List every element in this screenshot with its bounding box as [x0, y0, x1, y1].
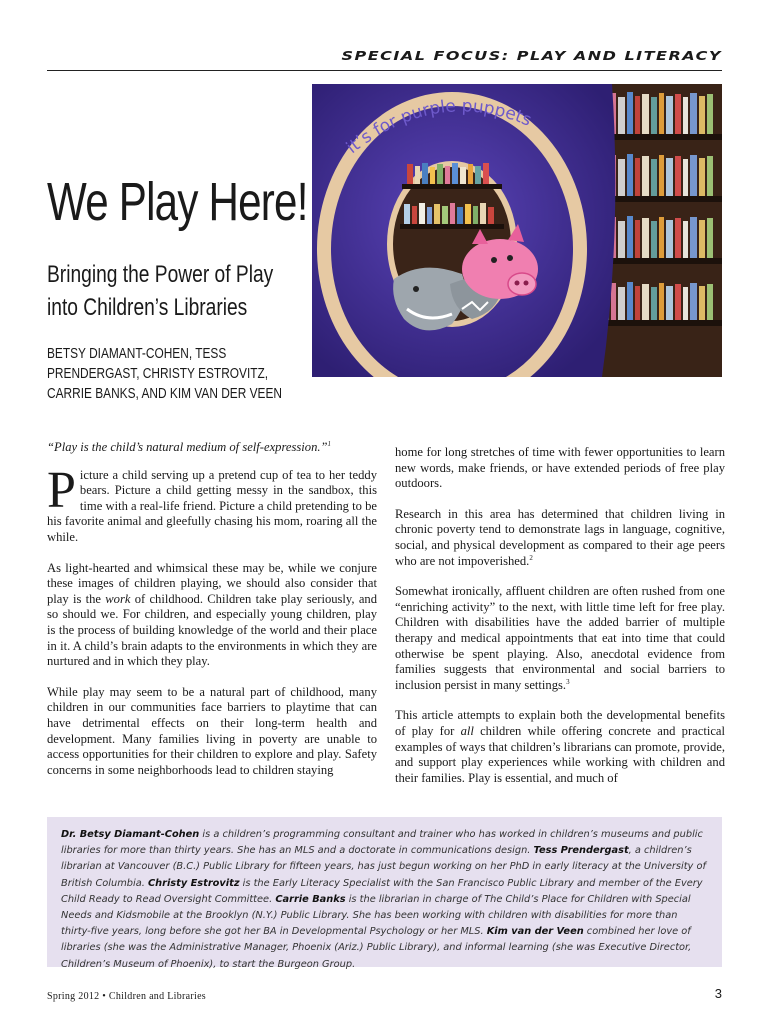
wall-lettering-path: it’s for purple puppets	[342, 96, 535, 158]
paragraph-text: of childhood. Children take play seriously, and so should we. For children, and especially young children, play is the process of building knowledge of the world and their place in it. A child’s brain adapts to the environments in which they are nurtured and in which they play.	[47, 591, 378, 669]
paragraph-text: home for long stretches of time with fewer opportunities to learn new words, make friends, or have extended periods of free play outdoors.	[395, 445, 725, 491]
bio-text: combined her love of libraries (she was the Administrative Manager, Phoenix (Ariz.) Public Library), and informal learning (she was Executive Director, Children’s Museum of Phoenix), to start the Burgeon Group.	[61, 926, 692, 970]
article-subtitle	[47, 258, 303, 324]
issue-footer: Spring 2012 • Children and Libraries	[47, 991, 206, 1002]
paragraph-text: This article attempts to explain both the developmental benefits of play for	[395, 708, 725, 738]
bio-name: Tess Prendergast	[533, 845, 629, 857]
epigraph	[47, 440, 377, 456]
body-column-2	[395, 445, 725, 801]
article-photo	[312, 84, 722, 377]
section-header	[47, 44, 722, 71]
paragraph	[47, 685, 377, 779]
drop-cap: P	[47, 461, 76, 519]
article-title: We Play Here!	[47, 172, 308, 232]
bio-text: is the librarian in charge of The Child’s Place for Children with Special Needs and Kidsmobile at the Brooklyn (N.Y.) Public Library. She has been working with children with disabilities for more than thirty-five years, long before she got her BA in Developmental Psychology or her MLS.	[61, 893, 691, 938]
section-header-text: SPECIAL FOCUS: PLAY AND LITERACY	[341, 48, 722, 64]
page-number: 3	[714, 986, 722, 1001]
paragraph	[47, 461, 377, 546]
body-column-1	[47, 440, 377, 793]
bio-name: Christy Estrovitz	[147, 877, 240, 889]
bio-text: is the Early Literacy Specialist with the San Francisco Public Library and member of the Every Child Ready to Read Oversight Committee.	[61, 877, 703, 905]
bio-name: Carrie Banks	[275, 893, 346, 905]
epigraph-text: “Play is the child’s natural medium of self-expression.”	[47, 440, 328, 454]
emphasis-text: all	[460, 723, 474, 738]
paragraph	[47, 561, 377, 670]
paragraph	[395, 507, 725, 569]
bio-name: Kim van der Veen	[486, 926, 584, 938]
bio-text: is a children’s programming consultant and trainer who has worked in children’s museums and public libraries for more than thirty years. She has an MLS and a doctorate in communications design.	[61, 829, 703, 857]
bio-name: Dr. Betsy Diamant-Cohen	[61, 829, 200, 840]
paragraph-text: Somewhat ironically, affluent children are often rushed from one “enriching activity” to the next, with little time left for free play. Children with disabilities have the added barrier of multiple therapy and medical appointments that eat into time that could otherwise be spent playing. Also, anecdotal evidence from families suggests that environmental and social barriers to inclusion persist in many settings.	[395, 584, 725, 692]
paragraph-text: Research in this area has determined that children living in chronic poverty tend to demonstrate lags in language, cognitive, social, and physical development as compared to their age peers who are not impoverished.	[395, 506, 725, 568]
paragraph	[395, 584, 725, 693]
footnote-ref-2: 2	[529, 553, 533, 562]
emphasis-text: work	[105, 591, 131, 606]
library-puppets-illustration	[312, 84, 722, 377]
paragraph-text: icture a child serving up a pretend cup of tea to her teddy bears. Picture a child getting messy in the sandbox, this time with a real-life friend. Picture a child pretending to be his favorite animal and gleefully chasing his mom, roaring all the while.	[47, 467, 377, 544]
subtitle-line-1: Bringing the Power of Play	[47, 261, 274, 288]
author-list: BETSY DIAMANT-COHEN, TESS PRENDERGAST, CHRISTY ESTROVITZ, CARRIE BANKS, AND KIM VAN DER VEEN	[47, 346, 282, 402]
paragraph-text: children while offering concrete and practical examples of ways that children’s librarians can promote, provide, and support play experiences while working with children and their families. Play is essential, and much of	[395, 723, 725, 785]
paragraph-text: While play may seem to be a natural part of childhood, many children in our communities face barriers to playtime that can have detrimental effects on their long-term health and development. Many families living in poverty are unable to access opportunities for their children to explore and play. Safety concerns in some neighborhoods lead to children staying	[47, 684, 377, 777]
bio-text: , a children’s librarian at Vancouver (B.C.) Public Library for fifteen years, has just begun working on her PhD in early literacy at the University of British Columbia.	[61, 845, 706, 889]
footnote-ref-1: 1	[327, 439, 332, 448]
paragraph-text: As light-hearted and whimsical these may be, while we conjure these images of children playing, we should also consider that play is the	[47, 560, 377, 606]
paragraph	[395, 445, 725, 492]
paragraph	[395, 708, 725, 786]
author-bio-box	[47, 817, 722, 970]
footnote-ref-3: 3	[566, 677, 570, 686]
subtitle-line-2: into Children’s Libraries	[47, 294, 248, 321]
